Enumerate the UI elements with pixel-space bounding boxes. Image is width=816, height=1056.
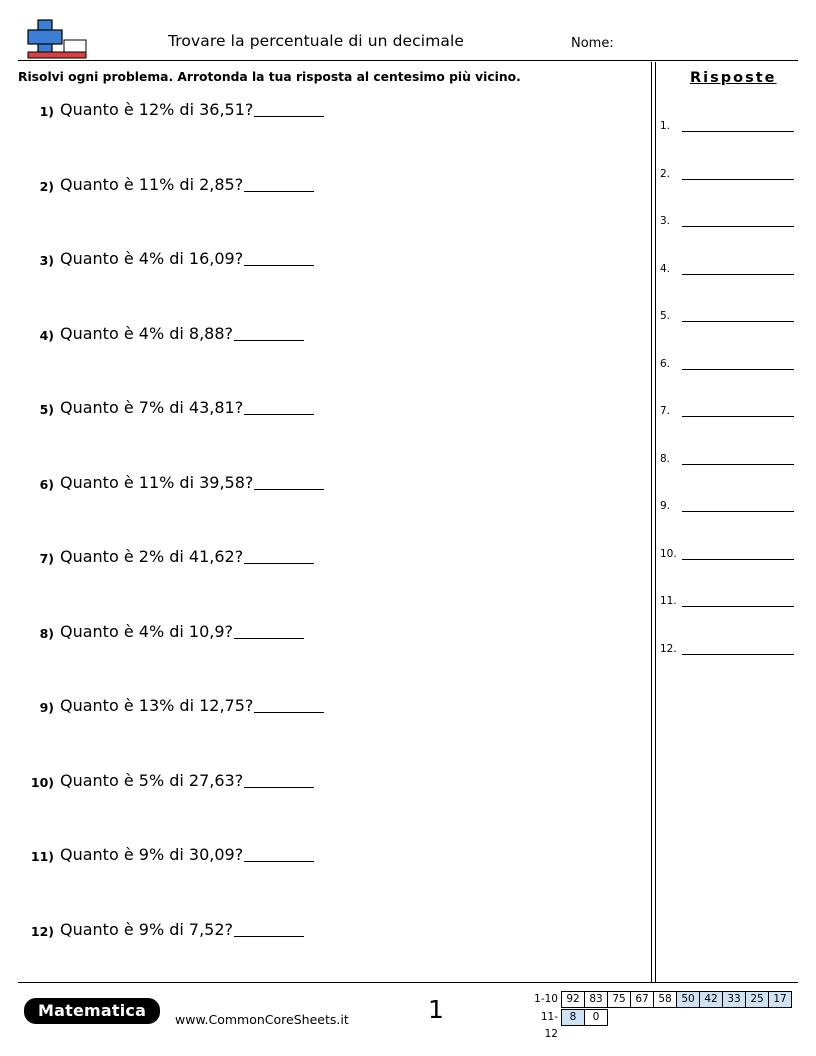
problem-number: 3) — [39, 253, 54, 268]
problem-question: Quanto è 13% di 12,75? — [60, 696, 254, 715]
problem-number: 12) — [30, 923, 54, 939]
answer-number: 4. — [660, 262, 671, 275]
problem-item — [18, 320, 638, 395]
score-cell: 0 — [584, 1009, 608, 1026]
problem-number: 11) — [30, 849, 54, 864]
answer-blank[interactable] — [244, 772, 314, 788]
problem-text — [60, 324, 304, 343]
score-cell: 33 — [722, 991, 746, 1008]
page-title: Trovare la percentuale di un decimale — [168, 32, 465, 50]
answer-line[interactable] — [682, 274, 794, 275]
answer-line[interactable] — [682, 369, 794, 370]
answer-number: 7. — [660, 405, 671, 417]
score-cell: 58 — [653, 991, 677, 1008]
problem-item — [18, 394, 638, 469]
answer-blank[interactable] — [244, 176, 314, 192]
answer-blank[interactable] — [254, 697, 324, 713]
problem-item — [18, 171, 638, 246]
score-row-label: 1-10 — [534, 993, 558, 1005]
problem-number: 2) — [39, 178, 54, 194]
answer-number: 11. — [660, 595, 677, 607]
problem-text — [60, 771, 314, 790]
problem-number: 5) — [39, 402, 54, 417]
problem-question: Quanto è 7% di 43,81? — [60, 398, 244, 417]
problem-text — [60, 100, 324, 119]
answer-line[interactable] — [682, 606, 794, 607]
score-cell: 92 — [561, 991, 585, 1008]
answer-number: 6. — [660, 357, 671, 370]
problem-text — [60, 547, 314, 566]
problem-question: Quanto è 11% di 39,58? — [60, 472, 254, 492]
problem-number: 6) — [39, 476, 54, 492]
problem-text — [60, 398, 314, 417]
problem-question: Quanto è 9% di 30,09? — [60, 845, 244, 864]
worksheet-header — [18, 14, 798, 60]
problem-item — [18, 916, 638, 991]
answer-blank[interactable] — [254, 101, 324, 117]
answer-number: 3. — [660, 215, 671, 227]
score-row — [528, 1009, 792, 1040]
answer-item — [660, 120, 800, 168]
site-url: www.CommonCoreSheets.it — [175, 1012, 349, 1027]
brand-badge: Matematica — [24, 998, 160, 1024]
problem-number: 8) — [39, 625, 54, 641]
answer-blank[interactable] — [254, 474, 324, 490]
answer-item — [660, 643, 800, 691]
answer-blank[interactable] — [244, 846, 314, 862]
answer-line[interactable] — [682, 226, 794, 227]
score-cell: 50 — [676, 991, 700, 1008]
problem-text — [60, 696, 324, 715]
problem-text — [60, 175, 314, 194]
problem-item — [18, 692, 638, 767]
answer-number: 2. — [660, 167, 671, 180]
answer-blank[interactable] — [234, 623, 304, 639]
problem-question: Quanto è 12% di 36,51? — [60, 100, 254, 119]
answer-number: 12. — [660, 642, 677, 655]
answer-item — [660, 263, 800, 311]
answer-line[interactable] — [682, 654, 794, 655]
footer-divider — [18, 982, 798, 983]
header-divider — [18, 60, 798, 61]
problem-item — [18, 618, 638, 693]
answer-list — [660, 120, 800, 690]
problem-text — [60, 920, 304, 939]
answer-number: 1. — [660, 120, 671, 132]
score-cell: 83 — [584, 991, 608, 1008]
answer-item — [660, 310, 800, 358]
problem-item — [18, 543, 638, 618]
score-cell: 42 — [699, 991, 723, 1008]
problem-item — [18, 245, 638, 320]
answer-line[interactable] — [682, 464, 794, 465]
score-cell: 67 — [630, 991, 654, 1008]
problem-number: 10) — [30, 774, 54, 790]
problem-number: 1) — [39, 104, 54, 119]
page-number: 1 — [428, 995, 444, 1024]
answer-line[interactable] — [682, 179, 794, 180]
answers-heading: Risposte — [690, 70, 777, 86]
problem-number: 4) — [39, 327, 54, 343]
answer-item — [660, 453, 800, 501]
problem-question: Quanto è 4% di 8,88? — [60, 323, 234, 343]
answer-blank[interactable] — [234, 325, 304, 341]
answer-line[interactable] — [682, 511, 794, 512]
answer-item — [660, 405, 800, 453]
answer-number: 8. — [660, 452, 671, 465]
problem-question: Quanto è 4% di 16,09? — [60, 249, 244, 268]
score-key-table — [528, 991, 792, 1040]
score-row-label: 11-12 — [540, 1011, 558, 1040]
score-cell: 17 — [768, 991, 792, 1008]
answer-number: 10. — [660, 547, 677, 560]
answer-item — [660, 358, 800, 406]
problem-list — [18, 96, 638, 990]
score-row — [528, 991, 792, 1008]
problem-question: Quanto è 2% di 41,62? — [60, 547, 244, 566]
problem-text — [60, 473, 324, 492]
problem-item — [18, 469, 638, 544]
problem-item — [18, 841, 638, 916]
answer-line[interactable] — [682, 416, 794, 417]
answer-line[interactable] — [682, 321, 794, 322]
instructions-text: Risolvi ogni problema. Arrotonda la tua risposta al centesimo più vicino. — [18, 70, 521, 84]
answer-number: 9. — [660, 500, 671, 512]
problem-number: 7) — [39, 551, 54, 566]
problem-number: 9) — [39, 700, 54, 715]
answer-item — [660, 548, 800, 596]
answer-blank[interactable] — [244, 548, 314, 564]
name-field-label: Nome: — [571, 36, 614, 51]
answer-item — [660, 168, 800, 216]
score-cell: 8 — [561, 1009, 585, 1026]
problem-question: Quanto è 11% di 2,85? — [60, 174, 244, 194]
problem-item — [18, 96, 638, 171]
answer-item — [660, 595, 800, 643]
answer-number: 5. — [660, 310, 671, 322]
problem-question: Quanto è 4% di 10,9? — [60, 621, 234, 641]
answer-blank[interactable] — [244, 399, 314, 415]
answer-blank[interactable] — [244, 250, 314, 266]
answer-line[interactable] — [682, 131, 794, 132]
score-cell: 75 — [607, 991, 631, 1008]
column-divider-left — [651, 62, 652, 982]
problem-question: Quanto è 5% di 27,63? — [60, 770, 244, 790]
answer-item — [660, 215, 800, 263]
problem-question: Quanto è 9% di 7,52? — [60, 919, 234, 939]
answer-item — [660, 500, 800, 548]
answer-line[interactable] — [682, 559, 794, 560]
problem-item — [18, 767, 638, 842]
problem-text — [60, 845, 314, 864]
score-cell: 25 — [745, 991, 769, 1008]
problem-text — [60, 622, 304, 641]
plus-cross-logo-icon — [18, 14, 94, 60]
column-divider-right — [655, 62, 656, 982]
problem-text — [60, 249, 314, 268]
answer-blank[interactable] — [234, 921, 304, 937]
